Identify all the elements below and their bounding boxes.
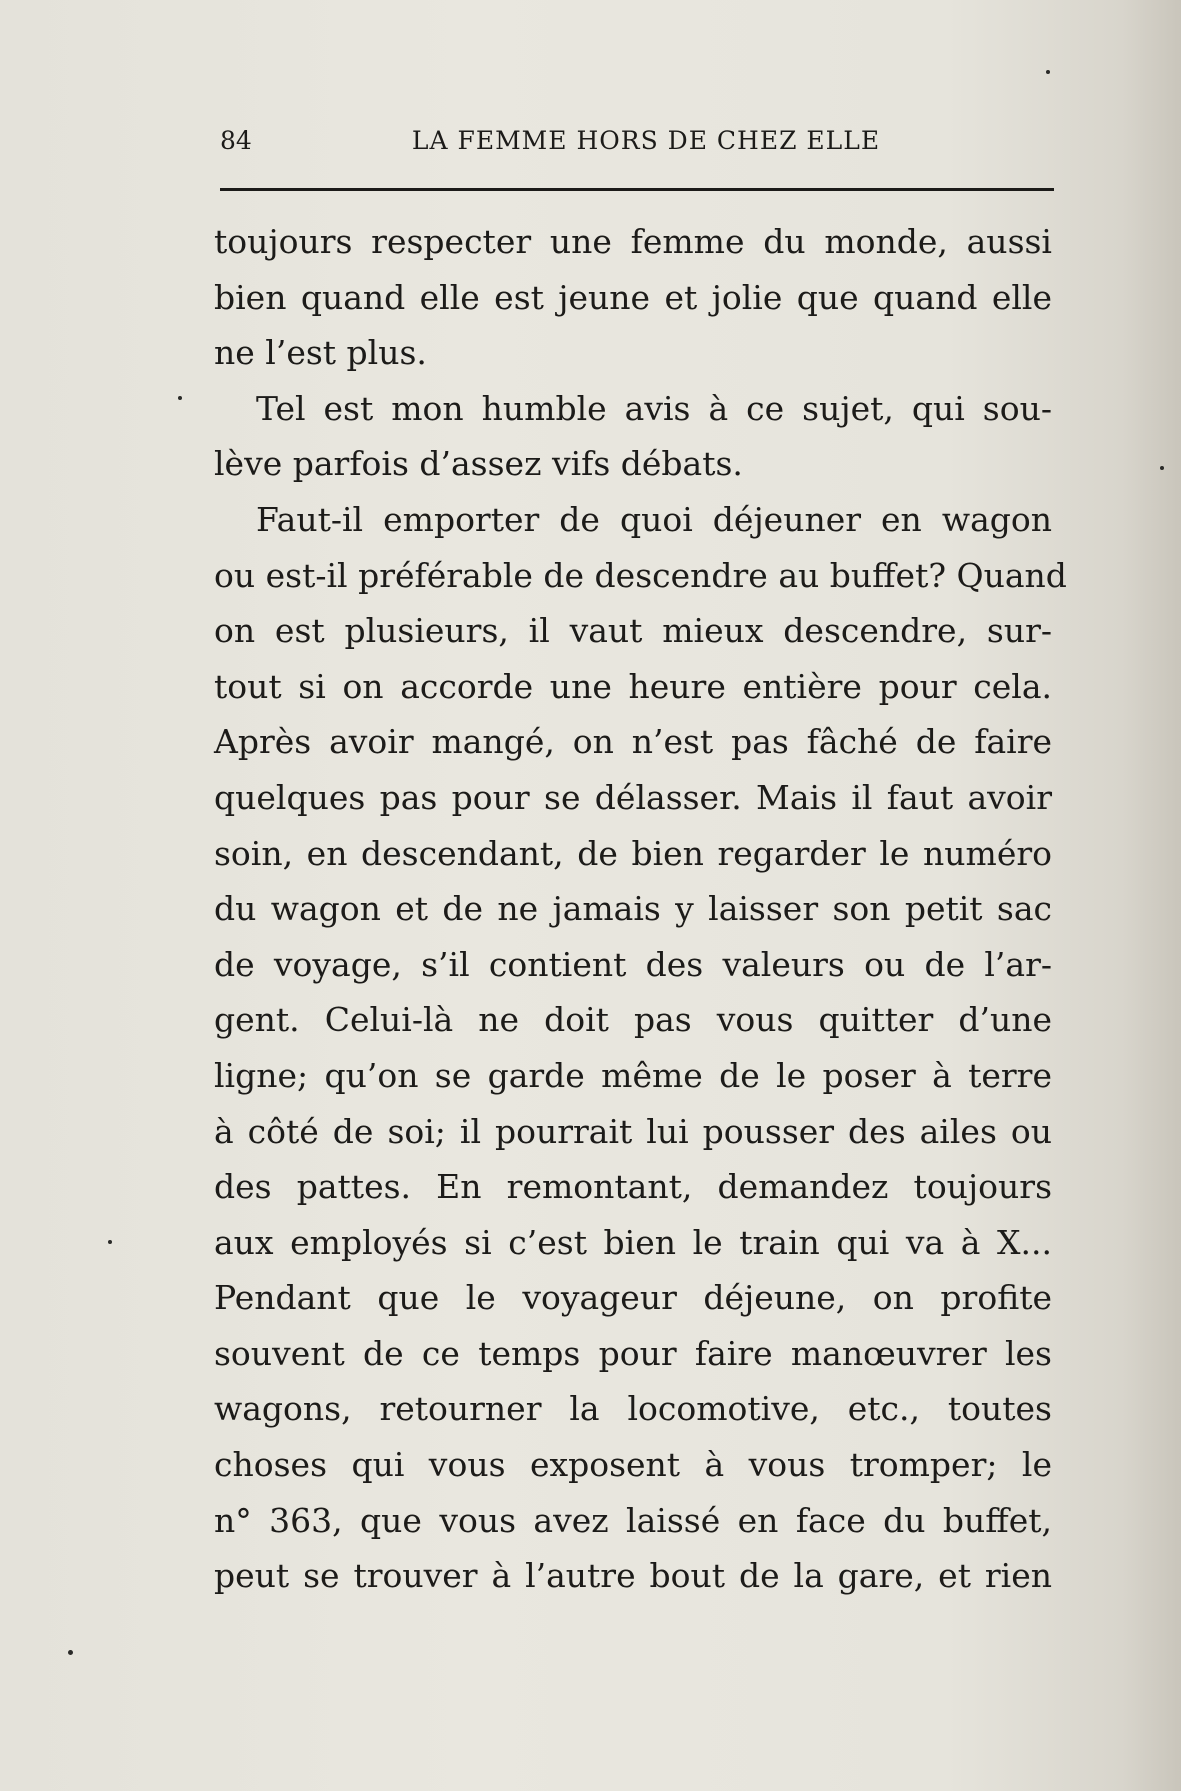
text-line: des pattes. En remontant, demandez toujours — [214, 1167, 1052, 1207]
text-line: quelques pas pour se délasser. Mais il faut avoir — [214, 777, 1052, 817]
text-line: choses qui vous exposent à vous tromper; le — [214, 1445, 1052, 1485]
text-line: lève parfois d’assez vifs débats. — [214, 444, 743, 484]
text-line: on est plusieurs, il vaut mieux descendre, sur- — [214, 611, 1052, 651]
text-line: ou est-il préférable de descendre au buffet? Quand — [214, 555, 1067, 595]
text-line: Pendant que le voyageur déjeune, on profite — [214, 1278, 1052, 1318]
text-line: toujours respecter une femme du monde, aussi — [214, 222, 1052, 261]
speck — [1046, 70, 1050, 74]
text-line: de voyage, s’il contient des valeurs ou de l’ar- — [214, 944, 1052, 984]
running-title: LA FEMME HORS DE CHEZ ELLE — [411, 126, 881, 155]
text-line: aux employés si c’est bien le train qui va à X... — [214, 1222, 1052, 1262]
page-number: 84 — [220, 126, 252, 155]
page-body-text — [214, 214, 1067, 1604]
header-rule — [220, 188, 1054, 191]
text-line: à côté de soi; il pourrait lui pousser des ailes ou — [214, 1111, 1052, 1151]
text-line: Tel est mon humble avis à ce sujet, qui sou- — [256, 388, 1052, 428]
text-line: soin, en descendant, de bien regarder le numéro — [214, 833, 1052, 873]
speck — [178, 396, 182, 400]
speck — [68, 1650, 73, 1655]
speck — [108, 1240, 112, 1244]
text-line: n° 363, que vous avez laissé en face du buffet, — [214, 1500, 1052, 1540]
text-line: ne l’est plus. — [214, 333, 427, 373]
text-line: Faut-il emporter de quoi déjeuner en wagon — [256, 499, 1052, 539]
text-line: gent. Celui-là ne doit pas vous quitter d’une — [214, 1000, 1052, 1040]
text-line: du wagon et de ne jamais y laisser son petit sac — [214, 889, 1052, 929]
text-line: Après avoir mangé, on n’est pas fâché de faire — [214, 722, 1052, 762]
text-line: peut se trouver à l’autre bout de la gare, et rien — [214, 1556, 1052, 1596]
text-line: wagons, retourner la locomotive, etc., toutes — [214, 1389, 1052, 1429]
speck — [1160, 466, 1164, 470]
text-line: souvent de ce temps pour faire manœuvrer les — [214, 1333, 1052, 1373]
running-header — [218, 126, 1054, 166]
text-line: bien quand elle est jeune et jolie que quand elle — [214, 277, 1052, 317]
text-line: tout si on accorde une heure entière pour cela. — [214, 666, 1052, 706]
text-line: ligne; qu’on se garde même de le poser à terre — [214, 1055, 1052, 1095]
